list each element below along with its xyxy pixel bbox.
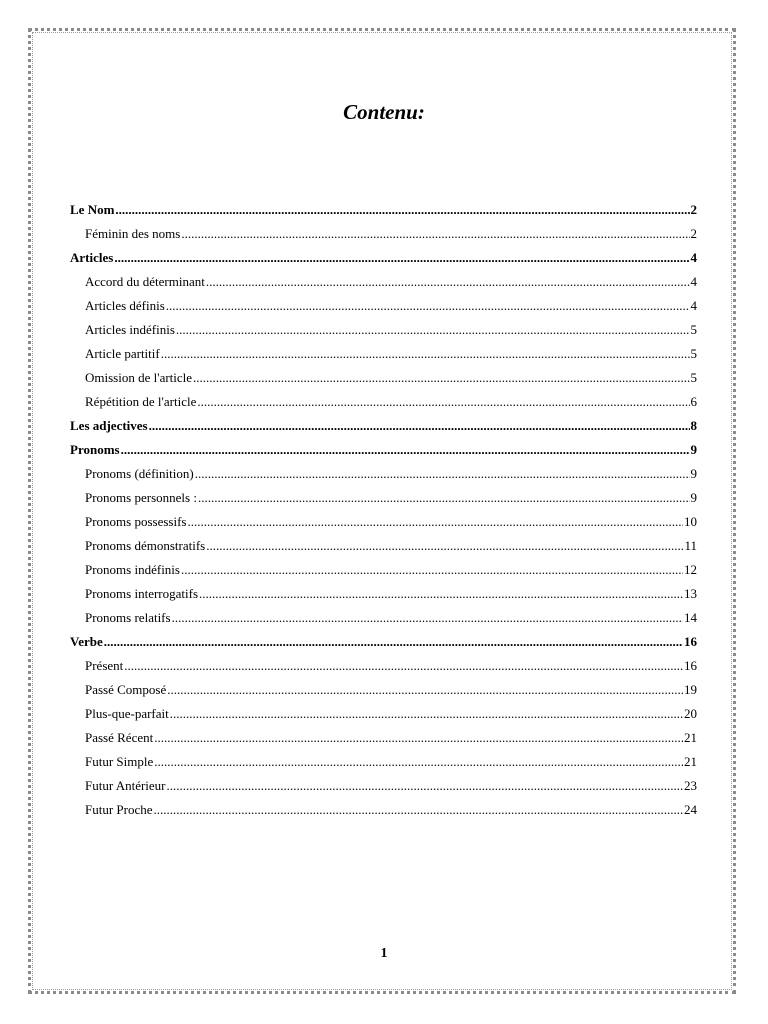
toc-entry-label: Passé Récent (85, 730, 154, 745)
toc-entry-label: Répétition de l'article (85, 394, 197, 409)
toc-entry-label: Futur Proche (85, 802, 153, 817)
toc-dot-leader (166, 296, 690, 316)
toc-subsection-entry[interactable] (70, 560, 697, 584)
toc-subsection-entry[interactable] (70, 320, 697, 344)
toc-entry-page: 10 (684, 514, 697, 529)
toc-entry-label: Les adjectives (70, 418, 148, 433)
toc-subsection-entry[interactable] (70, 368, 697, 392)
toc-entry-page: 21 (684, 730, 697, 745)
toc-dot-leader (195, 464, 690, 484)
toc-entry-label: Futur Simple (85, 754, 154, 769)
toc-entry-page: 8 (690, 418, 697, 433)
toc-entry-page: 16 (684, 634, 697, 649)
toc-entry-label: Pronoms (70, 442, 120, 457)
toc-entry-label: Articles définis (85, 298, 165, 313)
toc-dot-leader (197, 392, 689, 412)
toc-entry-page: 5 (690, 370, 697, 385)
toc-entry-label: Plus-que-parfait (85, 706, 169, 721)
toc-dot-leader (154, 752, 683, 772)
toc-entry-label: Pronoms démonstratifs (85, 538, 206, 553)
toc-dot-leader (161, 344, 690, 364)
toc-subsection-entry[interactable] (70, 392, 697, 416)
toc-subsection-entry[interactable] (70, 800, 697, 824)
toc-section-entry[interactable] (70, 416, 697, 440)
toc-subsection-entry[interactable] (70, 752, 697, 776)
toc-dot-leader (181, 224, 689, 244)
toc-entry-page: 6 (690, 394, 697, 409)
toc-dot-leader (193, 368, 689, 388)
toc-entry-page: 5 (690, 322, 697, 337)
toc-section-entry[interactable] (70, 632, 697, 656)
toc-entry-label: Le Nom (70, 202, 115, 217)
toc-dot-leader (124, 656, 683, 676)
toc-subsection-entry[interactable] (70, 344, 697, 368)
toc-dot-leader (149, 416, 690, 436)
toc-entry-page: 2 (690, 226, 697, 241)
toc-subsection-entry[interactable] (70, 680, 697, 704)
toc-section-entry[interactable] (70, 200, 697, 224)
toc-entry-label: Féminin des noms (85, 226, 181, 241)
toc-entry-label: Omission de l'article (85, 370, 193, 385)
toc-entry-page: 23 (684, 778, 697, 793)
page-number: 1 (380, 946, 388, 961)
toc-subsection-entry[interactable] (70, 536, 697, 560)
toc-entry-label: Accord du déterminant (85, 274, 205, 289)
toc-subsection-entry[interactable] (70, 728, 697, 752)
toc-subsection-entry[interactable] (70, 584, 697, 608)
toc-dot-leader (121, 440, 690, 460)
toc-entry-page: 9 (690, 466, 697, 481)
toc-subsection-entry[interactable] (70, 296, 697, 320)
toc-entry-label: Passé Composé (85, 682, 167, 697)
toc-subsection-entry[interactable] (70, 608, 697, 632)
toc-dot-leader (206, 272, 690, 292)
toc-subsection-entry[interactable] (70, 224, 697, 248)
toc-entry-page: 16 (684, 658, 697, 673)
document-title: Contenu: (343, 100, 425, 124)
toc-entry-label: Articles indéfinis (85, 322, 175, 337)
toc-subsection-entry[interactable] (70, 704, 697, 728)
toc-entry-page: 13 (684, 586, 697, 601)
toc-entry-page: 20 (684, 706, 697, 721)
toc-entry-page: 4 (690, 250, 697, 265)
toc-entry-label: Pronoms personnels : (85, 490, 197, 505)
toc-dot-leader (188, 512, 684, 532)
toc-entry-page: 19 (684, 682, 697, 697)
toc-dot-leader (170, 704, 683, 724)
toc-entry-label: Pronoms indéfinis (85, 562, 180, 577)
toc-entry-page: 11 (684, 538, 697, 553)
toc-entry-label: Présent (85, 658, 124, 673)
table-of-contents (70, 200, 697, 824)
toc-subsection-entry[interactable] (70, 512, 697, 536)
toc-entry-page: 5 (690, 346, 697, 361)
toc-dot-leader (104, 632, 683, 652)
toc-entry-page: 24 (684, 802, 697, 817)
toc-entry-label: Article partitif (85, 346, 160, 361)
toc-dot-leader (199, 584, 683, 604)
toc-subsection-entry[interactable] (70, 656, 697, 680)
toc-section-entry[interactable] (70, 440, 697, 464)
toc-entry-label: Futur Antérieur (85, 778, 166, 793)
toc-subsection-entry[interactable] (70, 488, 697, 512)
toc-subsection-entry[interactable] (70, 464, 697, 488)
toc-dot-leader (115, 200, 689, 220)
toc-entry-label: Pronoms interrogatifs (85, 586, 199, 601)
toc-dot-leader (198, 488, 690, 508)
toc-entry-page: 4 (690, 274, 697, 289)
toc-dot-leader (172, 608, 683, 628)
toc-entry-label: Pronoms (définition) (85, 466, 194, 481)
toc-dot-leader (176, 320, 690, 340)
toc-subsection-entry[interactable] (70, 272, 697, 296)
toc-entry-page: 12 (684, 562, 697, 577)
toc-entry-label: Verbe (70, 634, 103, 649)
toc-subsection-entry[interactable] (70, 776, 697, 800)
toc-dot-leader (114, 248, 689, 268)
toc-entry-page: 14 (684, 610, 697, 625)
toc-dot-leader (167, 680, 683, 700)
toc-entry-label: Pronoms relatifs (85, 610, 171, 625)
toc-dot-leader (167, 776, 683, 796)
toc-entry-label: Pronoms possessifs (85, 514, 187, 529)
toc-entry-label: Articles (70, 250, 114, 265)
toc-dot-leader (181, 560, 683, 580)
toc-entry-page: 9 (690, 490, 697, 505)
toc-entry-page: 2 (690, 202, 697, 217)
toc-dot-leader (206, 536, 683, 556)
toc-section-entry[interactable] (70, 248, 697, 272)
toc-entry-page: 4 (690, 298, 697, 313)
toc-entry-page: 21 (684, 754, 697, 769)
toc-dot-leader (154, 728, 683, 748)
toc-dot-leader (154, 800, 683, 820)
toc-entry-page: 9 (690, 442, 697, 457)
